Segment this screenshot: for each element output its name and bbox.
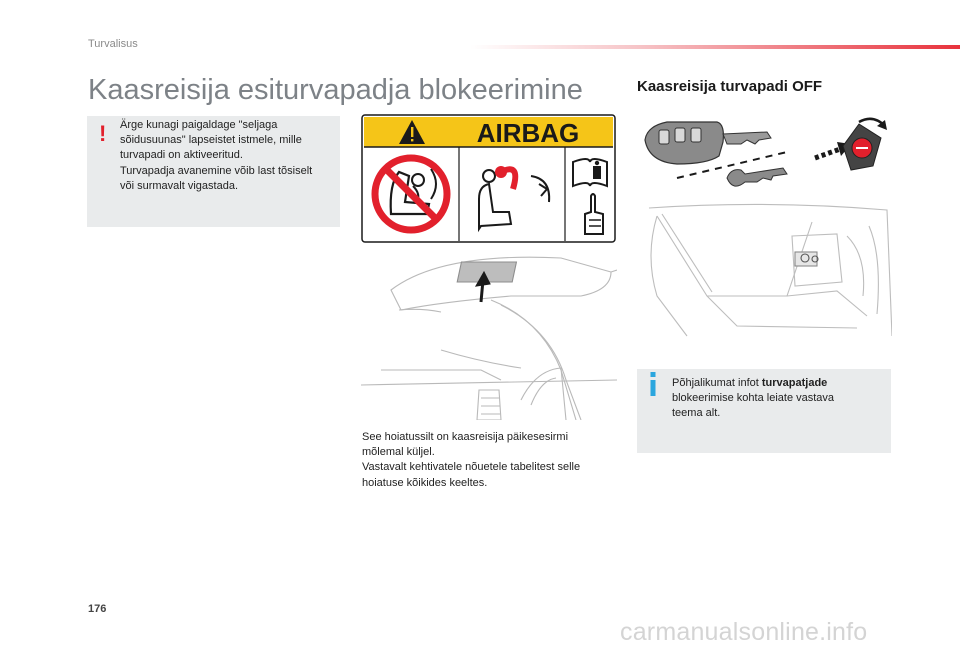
page-title: Kaasreisija esiturvapadja blokeerimine (88, 74, 583, 106)
info-line: blokeerimise kohta leiate vastava (672, 392, 835, 405)
info-icon (649, 372, 657, 396)
caption-line: mõlemal küljel. (362, 446, 435, 459)
sun-visor-illustration (361, 250, 617, 420)
figure-caption (362, 430, 612, 491)
warning-icon: ! (99, 121, 107, 146)
section-label: Turvalisus (88, 38, 138, 50)
page-number: 176 (88, 603, 107, 615)
glovebox-illustration (637, 196, 892, 346)
info-bold-term: turvapatjade (761, 377, 828, 389)
caption-line: Vastavalt kehtivatele nõuetele tabelitest selle (362, 461, 581, 474)
no-rear-facing-seat-icon (375, 158, 447, 230)
info-prefix: Põhjalikumat infot (672, 377, 762, 389)
info-text (672, 376, 882, 422)
header-rule (470, 45, 960, 49)
caption-line: See hoiatussilt on kaasreisija päikesesirmi (362, 431, 569, 443)
caption-line: hoiatuse kõikides keeltes. (362, 476, 488, 489)
section-subtitle: Kaasreisija turvapadi OFF (637, 78, 823, 95)
airbag-text: AIRBAG (476, 118, 580, 148)
airbag-warning-label (361, 114, 616, 243)
warning-line: või surmavalt vigastada. (120, 179, 238, 192)
warning-line: turvapadi on aktiveeritud. (120, 149, 243, 162)
warning-line: Turvapadja avanemine võib last tõsiselt (120, 164, 313, 177)
warning-line: Ärge kunagi paigaldage "seljaga (120, 119, 278, 131)
info-line: teema alt. (672, 407, 721, 420)
key-switch-illustration (637, 112, 887, 202)
watermark: carmanualsonline.info (620, 618, 868, 646)
warning-text (120, 118, 335, 194)
warning-line: sõidusuunas" lapseistet istmele, mille (120, 134, 302, 147)
